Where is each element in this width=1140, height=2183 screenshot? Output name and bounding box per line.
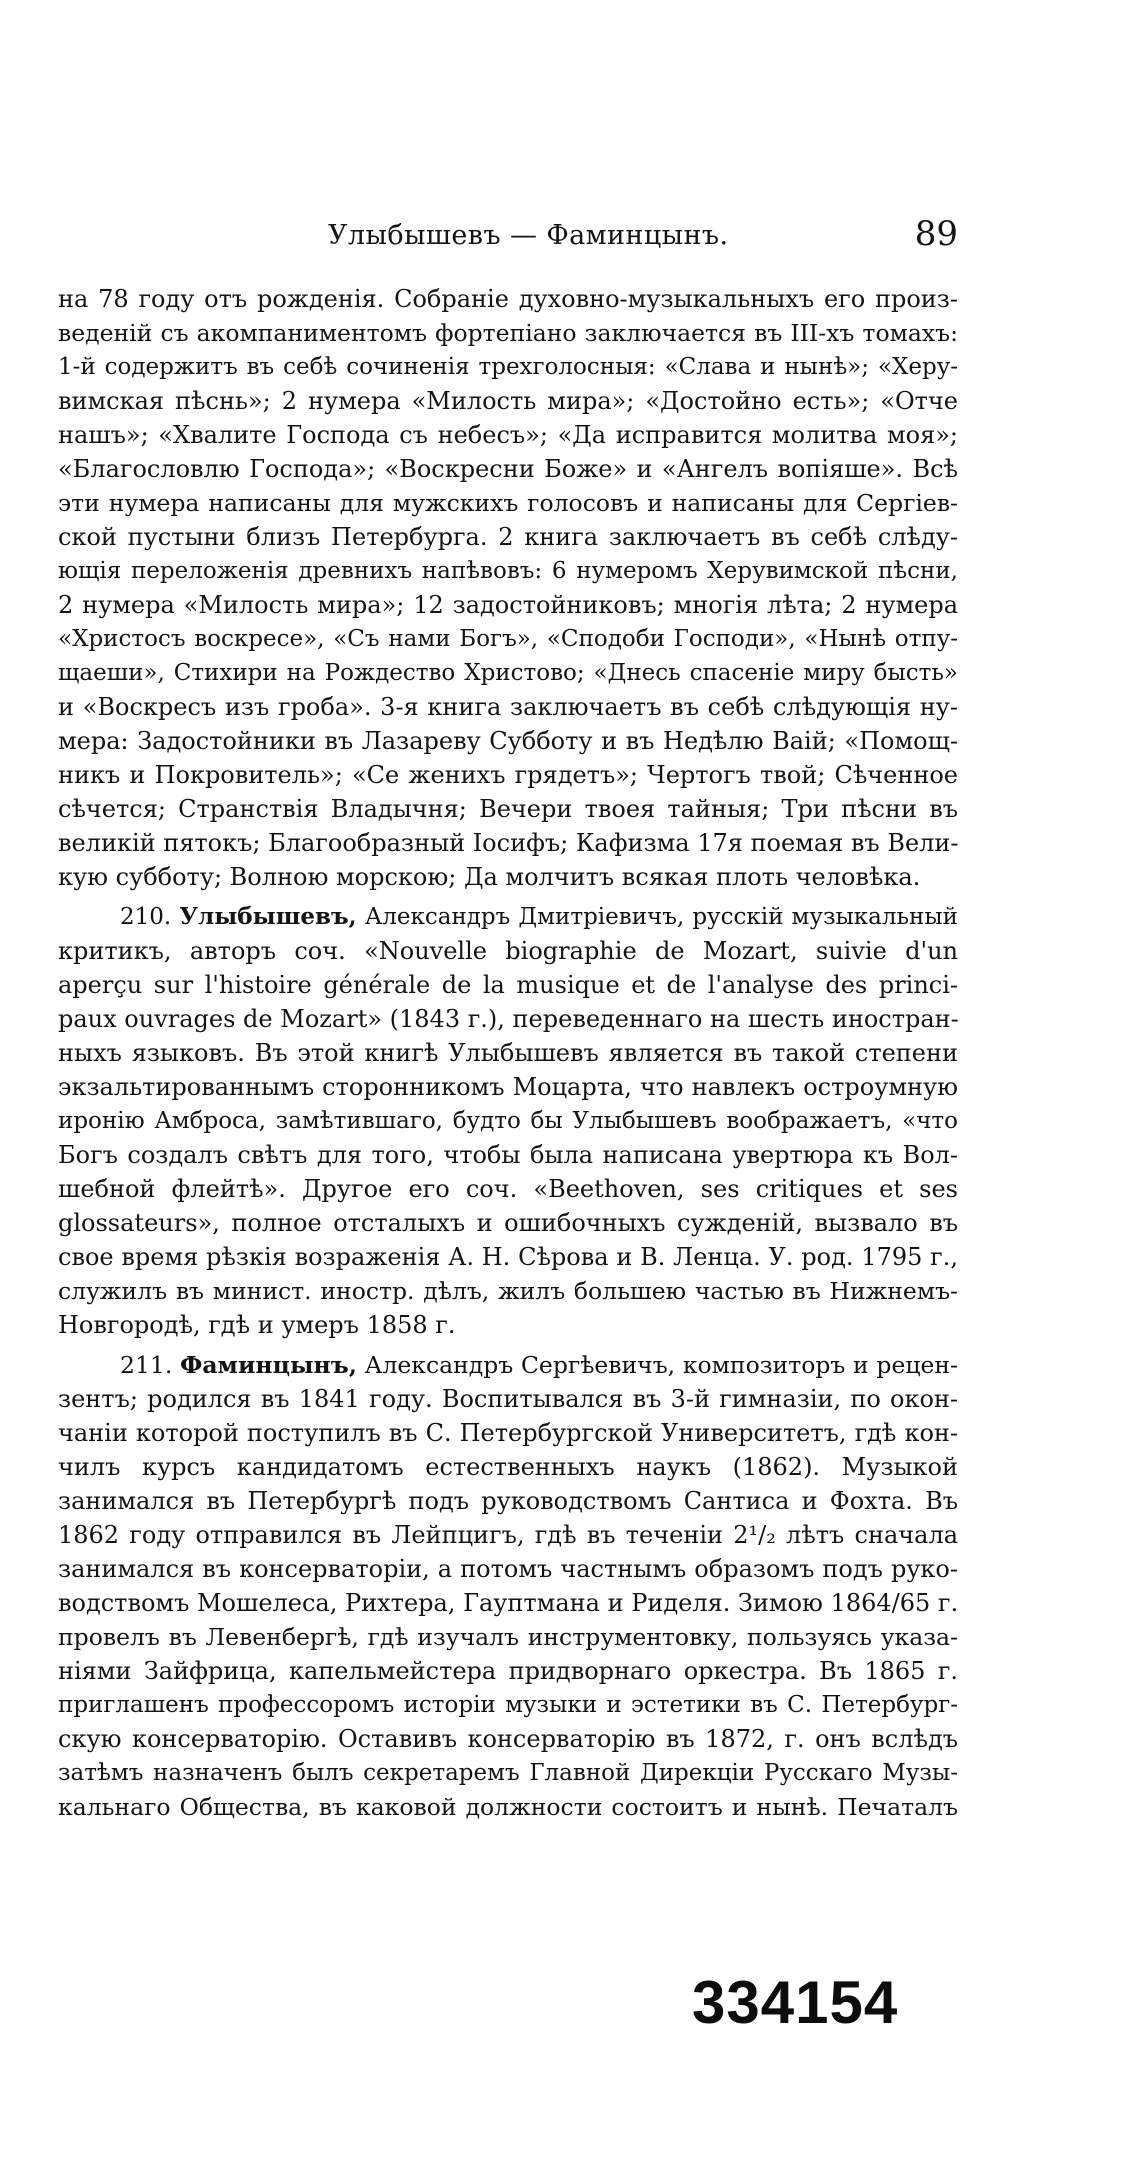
body-text xyxy=(58,282,958,1824)
text-line: aperçu sur l'histoire générale de la musique et de l'analyse des princi- xyxy=(58,971,958,999)
page-number: 89 xyxy=(914,214,958,254)
text-line: Богъ создалъ свѣтъ для того, чтобы была написана увертюра къ Вол- xyxy=(58,1141,958,1169)
entry-number: 211. xyxy=(120,1351,173,1379)
text-line: ніями Зайфрица, капельмейстера придворнаго оркестра. Въ 1865 г. xyxy=(58,1657,958,1685)
entry-211 xyxy=(58,1348,958,1824)
text-line: занимался въ консерваторіи, а потомъ частнымъ образомъ подъ руко- xyxy=(58,1555,958,1583)
text-line: ющія переложенія древнихъ напѣвовъ: 6 нумеромъ Херувимской пѣсни, xyxy=(58,558,958,584)
text-line: зентъ; родился въ 1841 году. Воспитывался въ 3-й гимназіи, по окон- xyxy=(58,1385,958,1413)
entry-210 xyxy=(58,900,958,1342)
text-line: затѣмъ назначенъ былъ секретаремъ Главной Дирекціи Русскаго Музы- xyxy=(58,1760,958,1786)
text-line: ской пустыни близъ Петербурга. 2 книга заключаетъ въ себѣ слѣду- xyxy=(58,523,958,551)
text-line: приглашенъ профессоромъ исторіи музыки и эстетики въ С. Петербург- xyxy=(58,1692,958,1718)
text-line: сѣчется; Странствія Владычня; Вечери твоея тайныя; Три пѣсни въ xyxy=(58,795,958,823)
entry-first-line-text: Александръ Дмитріевичъ, русскій музыкальный xyxy=(364,904,958,930)
text-line: paux ouvrages de Mozart» (1843 г.), переведеннаго на шесть иностран- xyxy=(58,1005,959,1033)
text-line: кую субботу; Волною морскою; Да молчитъ всякая плоть человѣка. xyxy=(58,863,921,891)
text-line: мера: Задостойники въ Лазареву Субботу и въ Недѣлю Ваій; «Помощ- xyxy=(58,727,958,755)
text-line: никъ и Покровитель»; «Се женихъ грядетъ»; Чертогъ твой; Сѣченное xyxy=(58,761,958,789)
entry-first-line-text: Александръ Сергѣевичъ, композиторъ и рецен- xyxy=(364,1351,958,1379)
text-line: и «Воскресъ изъ гроба». 3-я книга заключаетъ въ себѣ слѣдующія ну- xyxy=(58,693,958,721)
text-line: иронію Амброса, замѣтившаго, будто бы Улыбышевъ воображаетъ, «что xyxy=(58,1108,958,1134)
text-line: служилъ въ минист. иностр. дѣлъ, жилъ большею частью въ Нижнемъ- xyxy=(58,1277,958,1305)
text-line: нашъ»; «Хвалите Господа съ небесъ»; «Да исправится молитва моя»; xyxy=(58,421,958,449)
text-line: 1862 году отправился въ Лейпцигъ, гдѣ въ теченіи 2¹/₂ лѣтъ сначала xyxy=(58,1521,958,1549)
text-line: кальнаго Общества, въ каковой должности состоитъ и нынѣ. Печаталъ xyxy=(58,1793,958,1821)
text-line: великій пятокъ; Благообразный Іосифъ; Кафизма 17я поемая въ Вели- xyxy=(58,829,959,857)
library-stamp-number: 334154 xyxy=(692,1969,899,2036)
text-line: водствомъ Мошелеса, Рихтера, Гауптмана и Риделя. Зимою 1864/65 г. xyxy=(58,1589,959,1617)
entry-name: Фаминцынъ, xyxy=(180,1351,357,1379)
paragraph-continuation xyxy=(58,282,958,894)
text-line: свое время рѣзкія возраженія А. Н. Сѣрова и В. Ленца. У. род. 1795 г., xyxy=(58,1243,958,1271)
entry-first-line xyxy=(58,900,958,934)
text-line: ныхъ языковъ. Въ этой книгѣ Улыбышевъ является въ такой степени xyxy=(58,1039,958,1067)
page-header xyxy=(58,212,958,262)
text-line: на 78 году отъ рожденія. Собраніе духовно-музыкальныхъ его произ- xyxy=(58,285,958,313)
text-line: «Христосъ воскресе», «Съ нами Богъ», «Сподоби Господи», «Нынѣ отпу- xyxy=(58,626,958,652)
text-line: экзальтированнымъ сторонникомъ Моцарта, что навлекъ остроумную xyxy=(58,1073,958,1101)
entry-name: Улыбышевъ, xyxy=(179,903,357,930)
entry-number: 210. xyxy=(120,904,172,930)
text-line: вимская пѣснь»; 2 нумера «Милость мира»; «Достойно есть»; «Отче xyxy=(58,387,958,415)
text-line: эти нумера написаны для мужскихъ голосовъ и написаны для Сергіев- xyxy=(58,489,958,517)
running-head: Улыбышевъ — Фаминцынъ. xyxy=(328,220,729,251)
text-line: чилъ курсъ кандидатомъ естественныхъ наукъ (1862). Музыкой xyxy=(58,1453,958,1481)
text-line: критикъ, авторъ соч. «Nouvelle biographie de Mozart, suivie d'un xyxy=(58,937,958,965)
text-line: 2 нумера «Милость мира»; 12 задостойниковъ; многія лѣта; 2 нумера xyxy=(58,591,958,619)
text-line: щаеши», Стихири на Рождество Христово; «Днесь спасеніе миру бысть» xyxy=(58,660,958,686)
text-line: glossateurs», полное отсталыхъ и ошибочныхъ сужденій, вызвало въ xyxy=(58,1209,958,1237)
entry-first-line xyxy=(58,1348,958,1382)
text-line: 1-й содержитъ въ себѣ сочиненія трехголосныя: «Слава и нынѣ»; «Херу- xyxy=(58,354,958,380)
text-line: Новгородѣ, гдѣ и умеръ 1858 г. xyxy=(58,1311,456,1339)
text-line: веденій съ акомпаниментомъ фортепіано заключается въ III-хъ томахъ: xyxy=(58,319,958,347)
text-line: шебной флейтѣ». Другое его соч. «Beethoven, ses critiques et ses xyxy=(58,1175,958,1203)
text-line: занимался въ Петербургѣ подъ руководствомъ Сантиса и Фохта. Въ xyxy=(58,1487,958,1515)
text-line: провелъ въ Левенбергѣ, гдѣ изучалъ инструментовку, пользуясь указа- xyxy=(58,1623,958,1651)
text-line: скую консерваторію. Оставивъ консерваторію въ 1872, г. онъ вслѣдъ xyxy=(58,1725,958,1753)
text-line: чаніи которой поступилъ въ С. Петербургской Университетъ, гдѣ кон- xyxy=(58,1419,958,1447)
text-line: «Благословлю Господа»; «Воскресни Боже» и «Ангелъ вопіяше». Всѣ xyxy=(58,455,958,483)
